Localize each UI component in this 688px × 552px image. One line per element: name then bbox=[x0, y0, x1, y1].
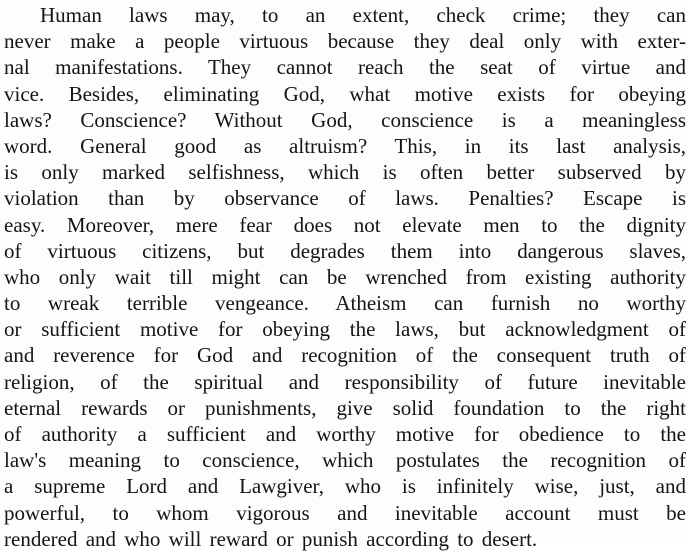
text-line-21: rendered and who will reward or punish according to desert. bbox=[4, 526, 538, 551]
text-line-1: Human laws may, to an extent, check crime; they can bbox=[40, 3, 686, 27]
text-line-4: vice. Besides, eliminating God, what motive exists for obeying bbox=[4, 81, 686, 106]
text-line-12: to wreak terrible vengeance. Atheism can furnish no worthy bbox=[4, 291, 686, 316]
text-line-18: law's meaning to conscience, which postulates the recognition of bbox=[4, 448, 686, 473]
text-line-19: a supreme Lord and Lawgiver, who is infinitely wise, just, and bbox=[4, 474, 686, 499]
text-line-3: nal manifestations. They cannot reach the seat of virtue and bbox=[4, 55, 686, 80]
text-line-10: of virtuous citizens, but degrades them into dangerous slaves, bbox=[4, 238, 686, 263]
text-line-2: never make a people virtuous because they deal only with exter- bbox=[4, 29, 686, 54]
text-line-7: is only marked selfishness, which is often better subserved by bbox=[4, 160, 686, 185]
paragraph bbox=[4, 2, 686, 552]
text-line-14: and reverence for God and recognition of the consequent truth of bbox=[4, 343, 686, 368]
text-line-16: eternal rewards or punishments, give solid foundation to the right bbox=[4, 395, 686, 420]
text-line-8: violation than by observance of laws. Penalties? Escape is bbox=[4, 186, 686, 211]
text-line-17: of authority a sufficient and worthy motive for obedience to the bbox=[4, 422, 686, 446]
text-line-5: laws? Conscience? Without God, conscience is a meaningless bbox=[4, 107, 686, 132]
text-line-11: who only wait till might can be wrenched from existing authority bbox=[4, 264, 686, 289]
text-line-6: word. General good as altruism? This, in its last analysis, bbox=[4, 133, 686, 158]
text-line-15: religion, of the spiritual and responsibility of future inevitable bbox=[4, 369, 686, 394]
text-line-13: or sufficient motive for obeying the laws, but acknowledgment of bbox=[4, 317, 686, 342]
text-line-20: powerful, to whom vigorous and inevitable account must be bbox=[4, 500, 686, 525]
text-line-9: easy. Moreover, mere fear does not elevate men to the dignity bbox=[4, 212, 686, 237]
